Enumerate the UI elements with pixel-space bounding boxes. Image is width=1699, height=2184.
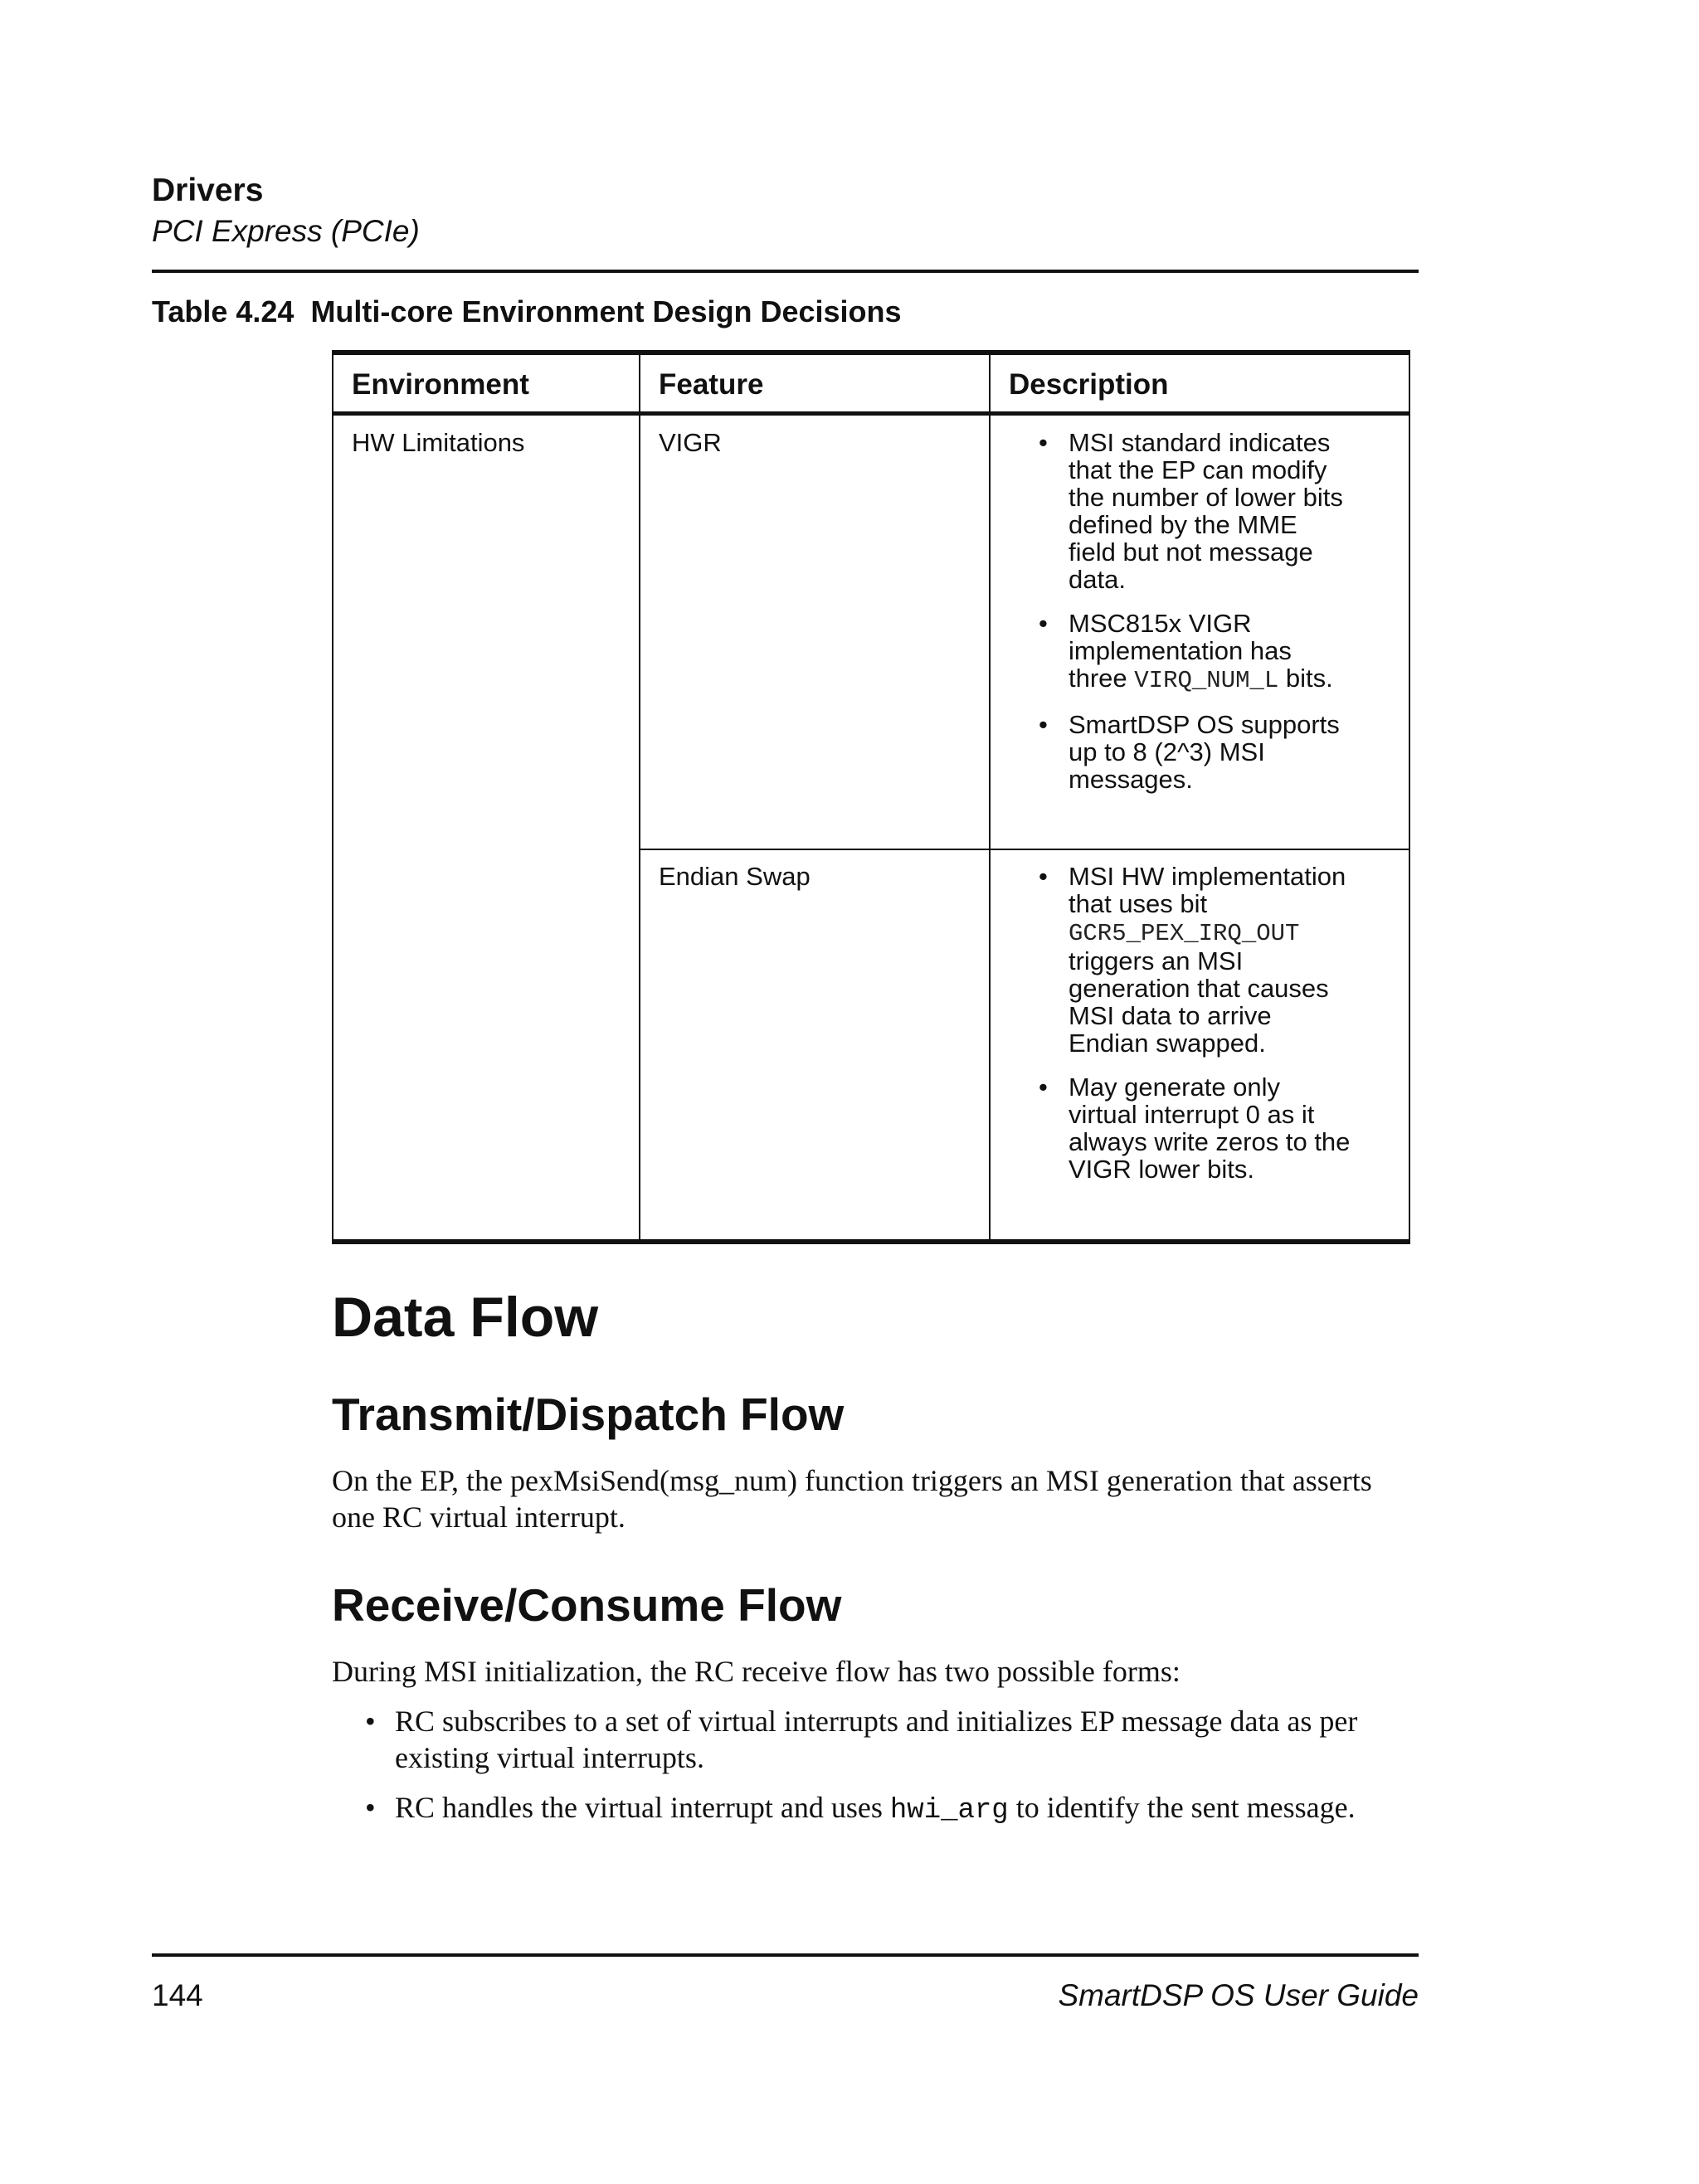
list-item: • MSI HW implementation that uses bit GCR5_PEX_IRQ_OUT triggers an MSI generation that causes MSI data to arrive Endian swapped. [1039,862,1346,1058]
column-header-feature: Feature [659,368,764,401]
table-row-divider [639,849,1410,850]
bullet-glyph: • [1039,609,1048,638]
code-hwi-arg: hwi_arg [889,1795,1009,1826]
table-col-divider-1 [639,350,640,1244]
bullet-glyph: • [1039,1073,1048,1102]
cell-feature-endian-swap: Endian Swap [659,862,811,891]
table-header-rule [332,411,1410,416]
endian-swap-description-list [1039,862,1351,1199]
table-caption [152,294,902,330]
section-heading-data-flow: Data Flow [332,1286,599,1349]
list-item: • May generate only virtual interrupt 0 as it always write zeros to the VIGR lower bits. [1039,1073,1351,1184]
running-header-subsection: PCI Express (PCIe) [152,214,420,248]
receive-intro-paragraph: During MSI initialization, the RC receive flow has two possible forms: [332,1655,1181,1688]
list-item: • MSI standard indicates that the EP can modify the number of lower bits defined by the MME field but not message data. [1039,428,1343,594]
column-header-description: Description [1009,368,1169,401]
table-top-rule [332,350,1410,355]
list-item: • RC subscribes to a set of virtual interrupts and initializes EP message data as per existing virtual interrupts. [365,1705,1358,1774]
column-header-environment: Environment [352,368,529,401]
bullet-glyph: • [1039,862,1048,891]
receive-forms-list [365,1703,1419,1842]
list-item: • MSC815x VIGR implementation has three VIRQ_NUM_L bits. [1039,609,1333,694]
bullet-glyph: • [1039,428,1048,457]
footer-rule [152,1953,1419,1957]
subsection-heading-receive: Receive/Consume Flow [332,1579,842,1631]
design-decisions-table [332,350,1410,1244]
cell-feature-vigr: VIGR [659,428,722,457]
code-gcr5-pex-irq-out: GCR5_PEX_IRQ_OUT [1069,920,1300,947]
cell-environment: HW Limitations [352,428,525,457]
table-col-divider-2 [989,350,991,1244]
list-item: • RC handles the virtual interrupt and uses hwi_arg to identify the sent message. [365,1791,1356,1826]
code-virq-num-l: VIRQ_NUM_L [1134,667,1279,694]
footer-doc-title: SmartDSP OS User Guide [1058,1978,1419,2012]
table-left-border [332,350,333,1244]
running-header-section: Drivers [152,173,264,208]
list-item: • SmartDSP OS supports up to 8 (2^3) MSI messages. [1039,710,1340,794]
subsection-heading-transmit: Transmit/Dispatch Flow [332,1389,845,1440]
table-bottom-rule [332,1239,1410,1244]
transmit-paragraph: On the EP, the pexMsiSend(msg_num) function triggers an MSI generation that asserts one RC virtual interrupt. [332,1464,1372,1534]
page-number: 144 [152,1978,203,2012]
vigr-description-list [1039,428,1351,810]
header-rule [152,270,1419,273]
table-caption-title: Multi-core Environment Design Decisions [310,294,902,328]
bullet-glyph: • [365,1791,376,1824]
table-caption-number: Table 4.24 [152,294,295,328]
table-right-border [1409,350,1410,1244]
bullet-glyph: • [1039,710,1048,739]
bullet-glyph: • [365,1705,376,1738]
